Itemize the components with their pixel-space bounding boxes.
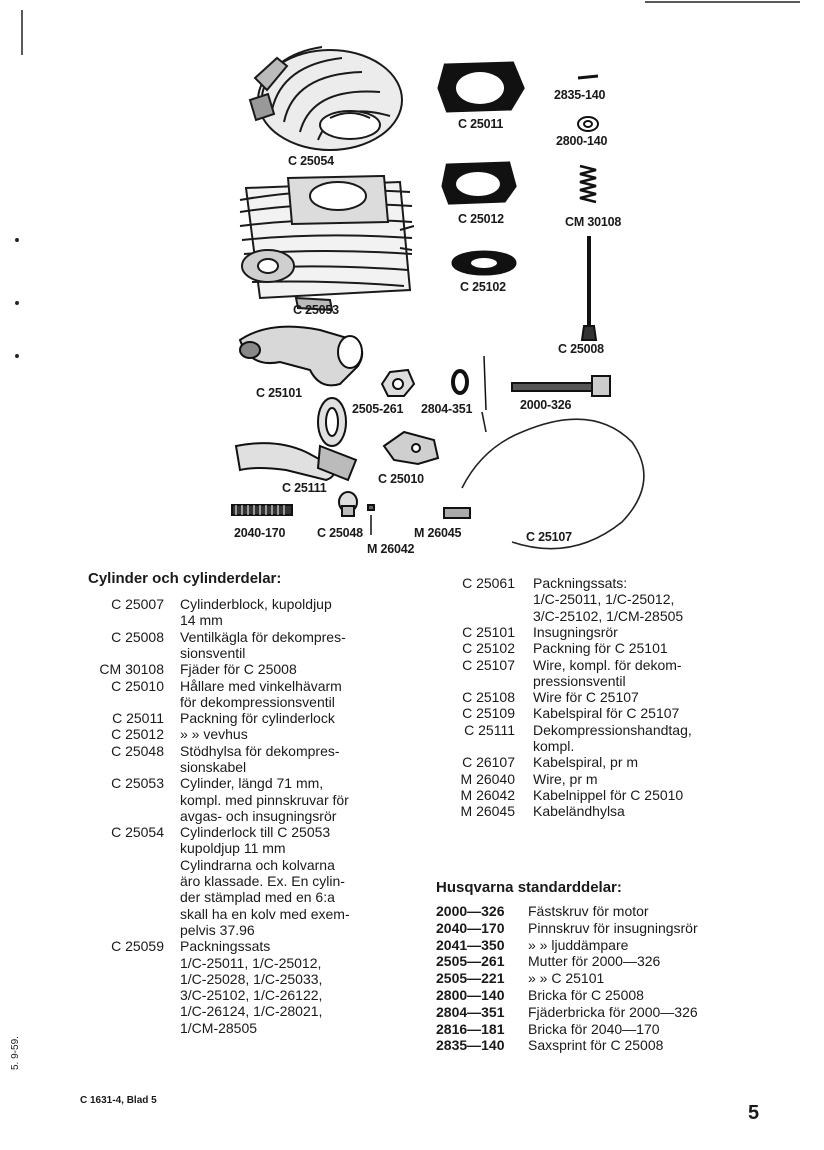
- part-description: Stödhylsa för dekompres-: [180, 742, 340, 759]
- standard-part-code: 2040—170: [436, 919, 505, 936]
- label-2804-351: 2804-351: [421, 402, 473, 416]
- label-c25008: C 25008: [558, 342, 604, 356]
- part-description: Kabelnippel för C 25010: [533, 786, 684, 803]
- label-c25011: C 25011: [458, 117, 504, 131]
- decompression-handle-drawing: [236, 398, 356, 480]
- part-description: Ventilkägla för dekompres-: [180, 628, 346, 645]
- label-2505-261: 2505-261: [352, 402, 404, 416]
- small-parts-drawing: [578, 76, 598, 340]
- part-code: C 25108: [462, 689, 515, 706]
- standard-part-description: » » C 25101: [528, 970, 605, 987]
- standard-part-code: 2505—261: [436, 953, 505, 970]
- standard-part-code: 2000—326: [436, 903, 505, 919]
- print-date: 5. 9-59.: [10, 1036, 21, 1070]
- part-description: Packning för C 25101: [533, 640, 668, 657]
- part-code: C 25102: [462, 640, 515, 657]
- part-code: C 25109: [462, 705, 515, 722]
- label-c25107: C 25107: [526, 530, 572, 544]
- part-code: CM 30108: [99, 661, 164, 678]
- part-code: C 25061: [462, 575, 515, 591]
- standard-part-code: 2816—181: [436, 1020, 505, 1037]
- part-description: 1/C-25011, 1/C-25012,: [180, 954, 322, 971]
- part-code: C 25107: [462, 656, 515, 673]
- part-description: 1/C-25028, 1/C-25033,: [180, 970, 323, 987]
- wire-drawing: [462, 412, 644, 549]
- part-code: C 25008: [111, 628, 164, 645]
- part-code: C 25012: [111, 726, 164, 743]
- part-description: kompl.: [533, 737, 575, 754]
- part-description: sionskabel: [180, 758, 247, 775]
- label-cm30108: CM 30108: [565, 215, 622, 229]
- label-c25111: C 25111: [282, 481, 327, 495]
- label-2835-140: 2835-140: [554, 88, 606, 102]
- standard-section-heading: Husqvarna standarddelar:: [436, 879, 622, 896]
- part-code: M 26045: [460, 803, 515, 820]
- standard-part-description: Mutter för 2000—326: [528, 953, 661, 970]
- page-number: 5: [748, 1102, 760, 1124]
- part-code: C 25054: [111, 824, 164, 841]
- cylinder-head-drawing: [250, 47, 402, 150]
- part-description: 1/C-26124, 1/C-28021,: [180, 1003, 323, 1020]
- part-description: Cylinderlock till C 25053: [180, 824, 331, 841]
- part-code: C 25053: [111, 775, 164, 792]
- label-c25054: C 25054: [288, 154, 334, 168]
- part-description: 3/C-25102, 1/CM-28505: [533, 607, 684, 624]
- standard-part-description: Bricka för C 25008: [528, 987, 644, 1003]
- part-description: Wire, kompl. för dekom-: [533, 656, 682, 673]
- part-description: 1/C-25011, 1/C-25012,: [533, 591, 675, 608]
- intake-pipe-drawing: [240, 327, 362, 386]
- part-description: för dekompressionsventil: [180, 693, 335, 710]
- standard-part-description: Saxsprint för C 25008: [528, 1037, 664, 1054]
- part-description: Packningssats: [180, 938, 271, 955]
- gasket-drawings: [440, 64, 522, 273]
- part-description: der stämplad med en 6:a: [180, 889, 335, 906]
- part-code: C 25059: [111, 938, 164, 955]
- standard-part-description: Fjäderbricka för 2000—326: [528, 1003, 698, 1020]
- part-description: kompl. med pinnskruvar för: [180, 791, 349, 808]
- cylinder-drawing: [240, 176, 414, 310]
- label-c25101: C 25101: [256, 386, 302, 400]
- part-description: skall ha en kolv med exem-: [180, 905, 350, 922]
- part-code: C 25011: [112, 710, 164, 727]
- part-code: M 26040: [460, 770, 515, 787]
- standard-part-description: Bricka för 2040—170: [528, 1020, 660, 1037]
- document-reference: C 1631-4, Blad 5: [80, 1095, 157, 1106]
- label-c25012: C 25012: [458, 212, 504, 226]
- label-2040-170: 2040-170: [234, 526, 286, 540]
- part-description: pelvis 37.96: [180, 921, 255, 938]
- holder-drawing: [384, 432, 438, 464]
- part-code: C 25048: [111, 742, 164, 759]
- part-description: Cylinderblock, kupoldjup: [180, 596, 332, 612]
- part-description: sionsventil: [180, 644, 246, 661]
- part-description: Insugningsrör: [533, 623, 618, 640]
- part-description: 1/CM-28505: [180, 1019, 258, 1036]
- standard-part-description: » » ljuddämpare: [528, 936, 629, 953]
- part-description: Kabelspiral, pr m: [533, 754, 639, 771]
- label-c25053: C 25053: [293, 303, 339, 317]
- standard-part-description: Pinnskruv för insugningsrör: [528, 919, 698, 936]
- label-2000-326: 2000-326: [520, 398, 572, 412]
- label-2800-140: 2800-140: [556, 134, 608, 148]
- part-description: Dekompressionshandtag,: [533, 721, 692, 738]
- part-description: Wire, pr m: [533, 770, 598, 787]
- part-description: » » vevhus: [180, 726, 248, 743]
- label-c25048: C 25048: [317, 526, 363, 540]
- part-code: C 25111: [464, 721, 515, 738]
- label-c25010: C 25010: [378, 472, 424, 486]
- standard-part-code: 2041—350: [436, 936, 505, 953]
- left-section-heading: Cylinder och cylinderdelar:: [88, 570, 282, 587]
- standard-part-description: Fästskruv för motor: [528, 903, 649, 919]
- label-m26045: M 26045: [414, 526, 462, 540]
- part-description: Wire för C 25107: [533, 689, 639, 706]
- part-description: Cylindrarna och kolvarna: [180, 856, 335, 873]
- part-code: M 26042: [460, 786, 515, 803]
- part-description: 14 mm: [180, 612, 223, 629]
- part-code: C 26107: [462, 754, 515, 771]
- part-description: Packning för cylinderlock: [180, 710, 335, 727]
- standard-part-code: 2800—140: [436, 987, 505, 1003]
- standard-part-code: 2804—351: [436, 1003, 505, 1020]
- part-description: Kabelspiral för C 25107: [533, 705, 680, 722]
- part-description: äro klassade. Ex. En cylin-: [180, 873, 345, 890]
- part-description: Fjäder för C 25008: [180, 661, 297, 678]
- part-description: Kabeländhylsa: [533, 803, 625, 820]
- part-description: Cylinder, längd 71 mm,: [180, 775, 324, 792]
- part-description: kupoldjup 11 mm: [180, 840, 286, 857]
- label-c25102: C 25102: [460, 280, 506, 294]
- margin-marks: [16, 2, 800, 357]
- part-code: C 25010: [111, 677, 164, 694]
- part-description: pressionsventil: [533, 672, 626, 689]
- part-description: Hållare med vinkelhävarm: [180, 677, 342, 694]
- part-description: Packningssats:: [533, 575, 628, 591]
- label-m26042: M 26042: [367, 542, 415, 556]
- part-description: 3/C-25102, 1/C-26122,: [180, 987, 323, 1004]
- standard-part-code: 2505—221: [436, 970, 505, 987]
- part-code: C 25007: [111, 596, 164, 612]
- fasteners-drawing: [382, 356, 610, 410]
- part-code: C 25101: [462, 623, 515, 640]
- standard-part-code: 2835—140: [436, 1037, 505, 1054]
- part-description: avgas- och insugningsrör: [180, 807, 337, 824]
